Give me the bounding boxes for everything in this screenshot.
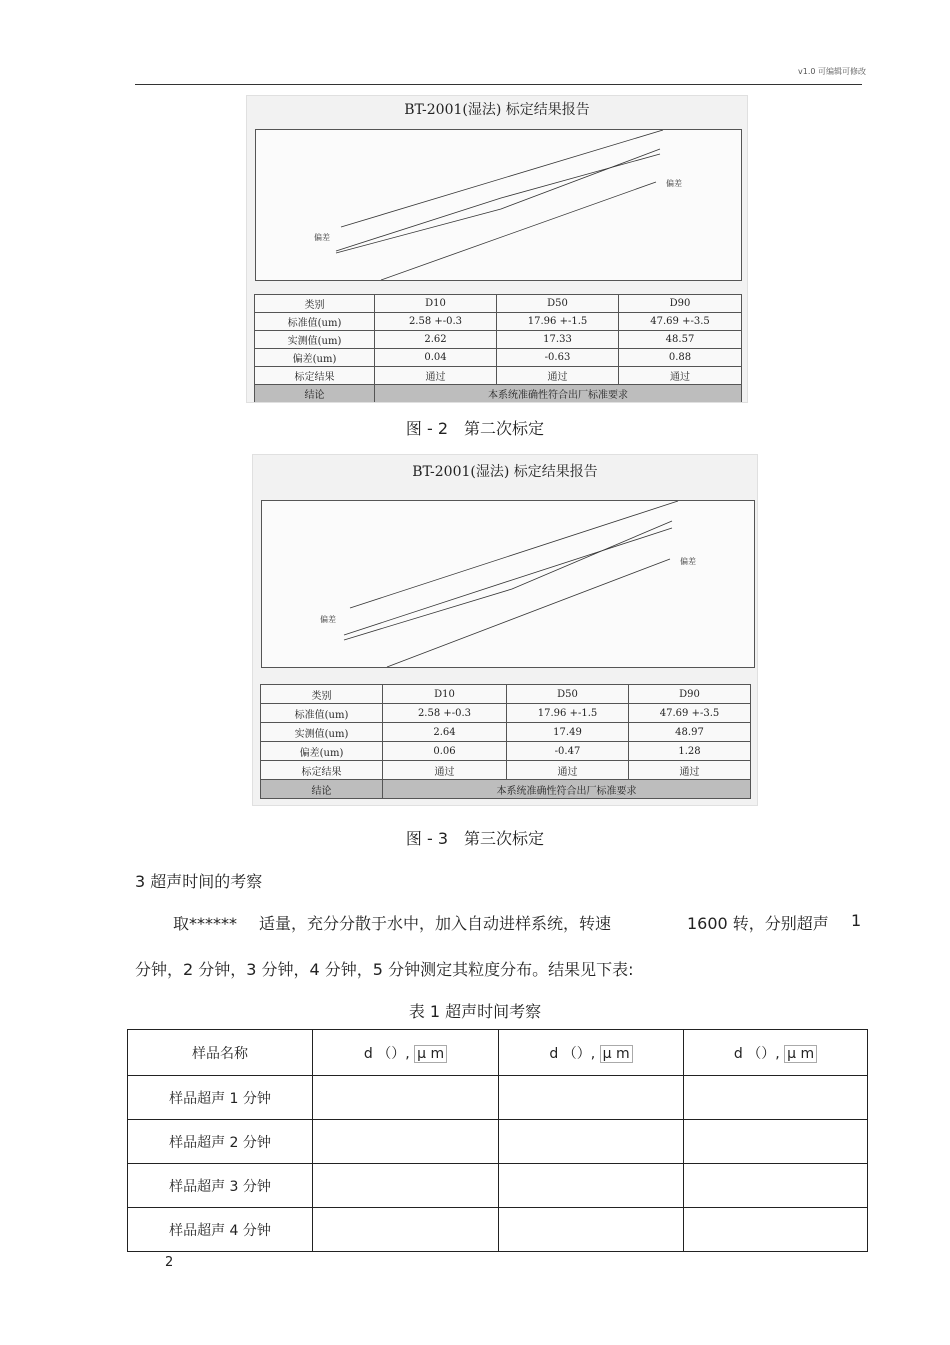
col-header-d90: D90 [629,685,751,704]
deviation-label-left: 偏差 [314,233,330,242]
col-header-sample-name: 样品名称 [128,1030,313,1076]
header-rule [135,84,862,85]
result-d10: 通过 [383,761,507,780]
figure-3-caption: 图 - 3 第三次标定 [405,829,545,848]
report-title: BT-2001(湿法) 标定结果报告 [404,102,590,118]
d-label: d （）, [733,1045,780,1062]
col-header-d [684,1030,868,1076]
header-note: v1.0 可编辑可修改 [798,67,866,76]
col-header-d90: D90 [619,295,742,313]
table-1-caption: 表 1 超声时间考察 [408,1002,542,1021]
row-label-standard: 标准值(um) [255,313,375,331]
standard-d90: 47.69 +-3.5 [619,313,742,331]
row-label-result: 标定结果 [255,367,375,385]
table-row [128,1164,868,1208]
section-heading: 3 超声时间的考察 [135,872,263,891]
body-paragraph [135,911,862,981]
row-label-deviation: 偏差(um) [255,349,375,367]
paragraph-segment: 适量，充分分散于水中，加入自动进样系统，转速 [259,914,612,933]
measured-d50: 17.33 [497,331,619,349]
empty-cell [684,1120,868,1164]
paragraph-segment: 取****** [173,914,238,933]
col-header-d10: D10 [383,685,507,704]
table-row [128,1208,868,1252]
measured-d10: 2.64 [383,723,507,742]
col-header-category: 类别 [255,295,375,313]
deviation-d50: -0.63 [497,349,619,367]
row-label-standard: 标准值(um) [261,704,383,723]
measured-d50: 17.49 [507,723,629,742]
measured-d10: 2.62 [375,331,497,349]
empty-cell [684,1164,868,1208]
sample-name-cell: 样品超声 2 分钟 [128,1120,313,1164]
empty-cell [499,1076,684,1120]
calibration-report-2 [246,95,748,403]
result-d50: 通过 [497,367,619,385]
sample-name-cell: 样品超声 3 分钟 [128,1164,313,1208]
empty-cell [313,1120,499,1164]
measured-d90: 48.57 [619,331,742,349]
sample-name-cell: 样品超声 1 分钟 [128,1076,313,1120]
row-label-measured: 实测值(um) [261,723,383,742]
calibration-plot [255,129,742,281]
ultrasound-time-table [127,1029,868,1252]
page-number: 2 [165,1255,174,1270]
col-header-d50: D50 [507,685,629,704]
standard-d50: 17.96 +-1.5 [507,704,629,723]
empty-cell [499,1120,684,1164]
row-label-deviation: 偏差(um) [261,742,383,761]
standard-d90: 47.69 +-3.5 [629,704,751,723]
d-label: d （）, [363,1045,410,1062]
standard-d10: 2.58 +-0.3 [375,313,497,331]
calibration-report-3 [252,454,758,806]
table-row [128,1120,868,1164]
empty-cell [684,1076,868,1120]
col-header-d [499,1030,684,1076]
paragraph-segment: 1 [851,911,862,930]
calibration-plot [261,500,755,668]
measured-curve [336,149,660,253]
d-label: d （）, [549,1045,596,1062]
upper-bound-line [350,501,678,608]
calibration-table [254,294,742,403]
standard-curve [336,154,660,251]
result-d90: 通过 [619,367,742,385]
empty-cell [313,1208,499,1252]
upper-bound-line [341,130,663,227]
col-header-d50: D50 [497,295,619,313]
deviation-label-right: 偏差 [666,179,682,188]
standard-d10: 2.58 +-0.3 [383,704,507,723]
calibration-lines [262,501,754,667]
deviation-label-right: 偏差 [680,557,696,566]
empty-cell [684,1208,868,1252]
col-header-d [313,1030,499,1076]
col-header-category: 类别 [261,685,383,704]
deviation-d10: 0.04 [375,349,497,367]
sample-name-cell: 样品超声 4 分钟 [128,1208,313,1252]
col-header-d10: D10 [375,295,497,313]
paragraph-segment: 1600 转，分别超声 [687,914,829,933]
figure-2-caption: 图 - 2 第二次标定 [405,419,545,438]
paragraph-line: 分钟，2 分钟，3 分钟，4 分钟，5 分钟测定其粒度分布。结果见下表: [135,960,634,979]
result-d50: 通过 [507,761,629,780]
standard-curve [344,528,672,635]
report-title: BT-2001(湿法) 标定结果报告 [412,464,598,480]
result-d90: 通过 [629,761,751,780]
row-label-conclusion: 结论 [261,780,383,799]
result-d10: 通过 [375,367,497,385]
deviation-d90: 0.88 [619,349,742,367]
calibration-lines [256,130,741,280]
row-label-conclusion: 结论 [255,385,375,403]
unit-label: μ m [600,1045,633,1063]
conclusion-text: 本系统准确性符合出厂标准要求 [375,385,742,403]
lower-bound-line [381,182,656,280]
measured-curve [344,521,672,640]
standard-d50: 17.96 +-1.5 [497,313,619,331]
row-label-measured: 实测值(um) [255,331,375,349]
lower-bound-line [387,559,670,667]
measured-d90: 48.97 [629,723,751,742]
empty-cell [313,1076,499,1120]
deviation-d10: 0.06 [383,742,507,761]
deviation-label-left: 偏差 [320,615,336,624]
table-row [128,1076,868,1120]
unit-label: μ m [784,1045,817,1063]
deviation-d90: 1.28 [629,742,751,761]
deviation-d50: -0.47 [507,742,629,761]
empty-cell [499,1164,684,1208]
empty-cell [313,1164,499,1208]
row-label-result: 标定结果 [261,761,383,780]
calibration-table [260,684,751,799]
unit-label: μ m [414,1045,447,1063]
conclusion-text: 本系统准确性符合出厂标准要求 [383,780,751,799]
empty-cell [499,1208,684,1252]
